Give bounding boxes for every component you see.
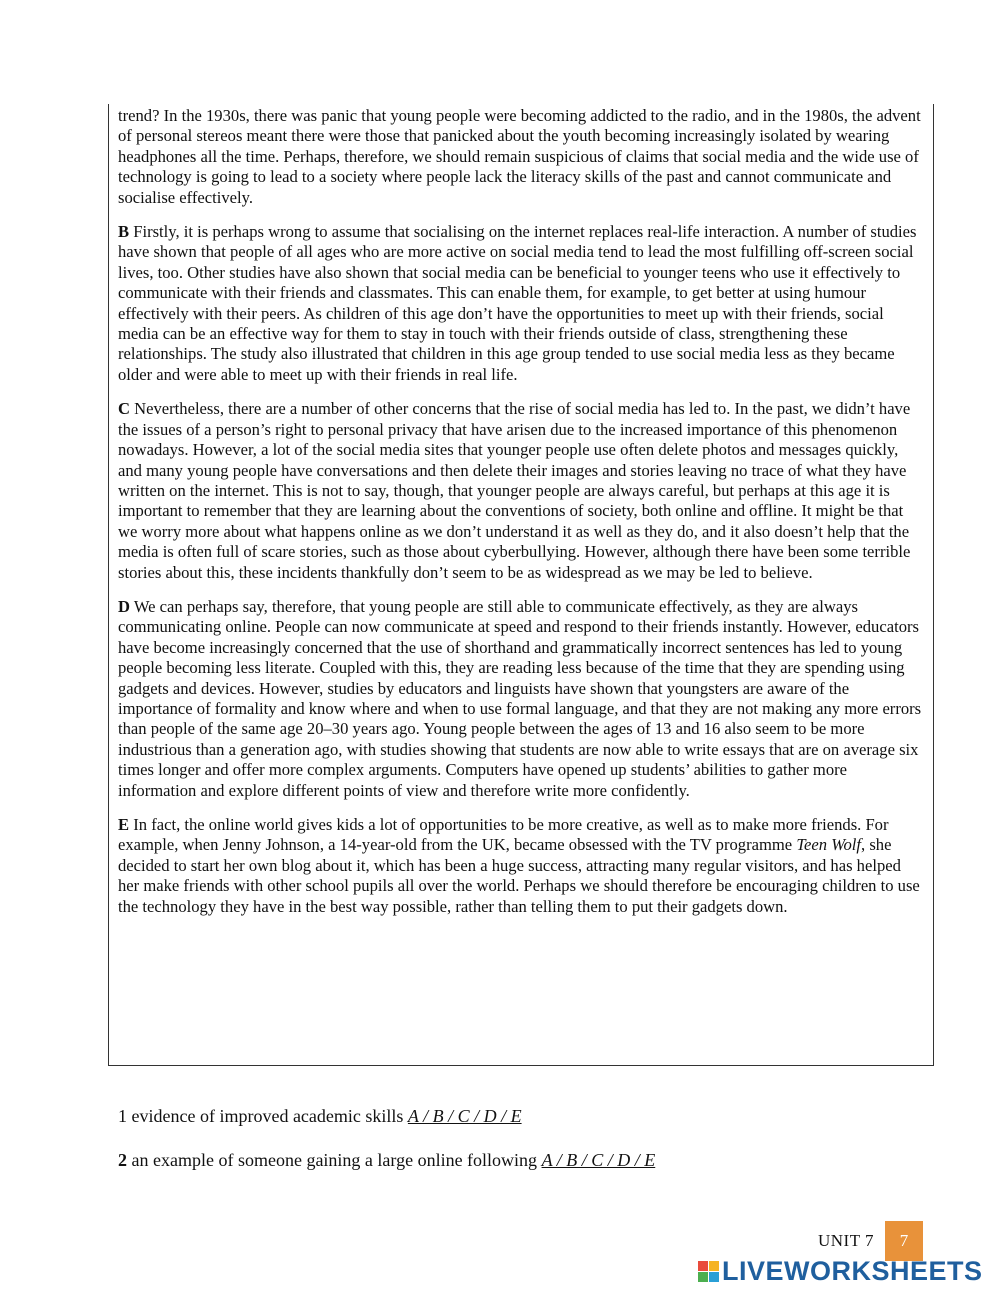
question-2 [118, 1150, 655, 1171]
paragraph-letter-b: B [118, 222, 130, 242]
paragraph-d [118, 597, 923, 801]
paragraph-e-text-1: In fact, the online world gives kids a lot of opportunities to be more creative, as well as to make more friends. For example, when Jenny Johnson, a 14-year-old from the UK, became obsessed with the TV programme [118, 815, 889, 855]
paragraph-e [118, 815, 923, 917]
paragraph-letter-d: D [118, 596, 130, 616]
paragraph-c-text: Nevertheless, there are a number of other concerns that the rise of social media has led to. In the past, we didn’t have the issues of a person’s right to personal privacy that have arisen due to the increased importance of this phenomenon nowadays. However, a lot of the social media sites that younger people use often delete photos and messages quickly, and many young people have conversations and then delete their images and stories leaving no trace of what they have written on the internet. This is not to say, though, that younger people are always careful, but perhaps at this age it is important to remember that they are learning about the conventions of society, both online and offline. It might be that we worry more about what happens online as we don’t understand it as well as they do, and it also doesn’t help that the media is often full of scare stories, such as those about cyberbullying. However, although there have been some terrible stories about this, these incidents thankfully don’t seem to be as widespread as we may be led to believe. [118, 399, 911, 582]
programme-title: Teen Wolf [796, 835, 862, 855]
paragraph-e-text-2: , she decided to start her own blog about it, which has been a huge success, attracting many regular visitors, and has helped her make friends with other school pupils all over the world. Perhaps we should therefore be encouraging children to use the technology they have in the best way possible, rather than telling them to put their gadgets down. [118, 835, 920, 916]
liveworksheets-icon [698, 1261, 719, 1282]
question-2-number: 2 [118, 1150, 127, 1170]
question-2-options[interactable]: A / B / C / D / E [541, 1150, 656, 1170]
question-1-text: evidence of improved academic skills [127, 1106, 408, 1126]
paragraph-letter-e: E [118, 815, 130, 834]
liveworksheets-logo-text: LIVEWORKSHEETS [722, 1255, 983, 1286]
question-1 [118, 1106, 522, 1127]
question-2-text: an example of someone gaining a large online following [127, 1150, 542, 1170]
paragraph-letter-c: C [118, 399, 130, 419]
paragraph-b [118, 222, 923, 385]
question-1-number: 1 [118, 1106, 127, 1126]
paragraph-b-text: Firstly, it is perhaps wrong to assume that socialising on the internet replaces real-life interaction. A number of studies have shown that people of all ages who are more active on social media tend to lead the most fulfilling off-screen social lives, too. Other studies have also shown that social media can be beneficial to younger teens who use it effectively to communicate with their friends and classmates. This can enable them, for example, to get better at using humour effectively with their peers. As children of this age don’t have the opportunities to meet up with their friends, social media can be an effective way for them to stay in touch with their friends outside of class, strengthening these relationships. The study also illustrated that children in this age group tended to use social media less as they became older and were able to meet up with their friends in real life. [118, 222, 917, 384]
page-number: 7 [885, 1221, 923, 1261]
passage-intro: trend? In the 1930s, there was panic that young people were becoming addicted to the radio, and in the 1980s, the advent of personal stereos meant there were those that panicked about the youth becoming increasingly isolated by wearing headphones all the time. Perhaps, therefore, we should remain suspicious of claims that social media and the wide use of technology is going to lead to a society where people lack the literacy skills of the past and cannot communicate and socialise effectively. [118, 106, 921, 207]
paragraph-c [118, 399, 923, 583]
reading-passage [108, 104, 934, 1066]
liveworksheets-logo [698, 1254, 983, 1288]
question-1-options[interactable]: A / B / C / D / E [407, 1106, 522, 1126]
paragraph-d-text: We can perhaps say, therefore, that young people are still able to communicate effectively, as they are always communicating online. People can now communicate at speed and respond to their friends instantly. However, educators have become increasingly concerned that the use of shorthand and grammatically incorrect sentences has led to young people becoming less literate. Coupled with this, they are reading less because of the time that they are spending using gadgets and devices. However, studies by educators and linguists have shown that youngsters are aware of the importance of formality and know where and when to use formal language, and that they are not making any more errors than people of the same age 20–30 years ago. Young people between the ages of 13 and 16 also seem to be more industrious than a generation ago, with studies showing that students are now able to write essays that are on average six times longer and offer more complex arguments. Computers have opened up students’ abilities to gather more information and explore different points of view and therefore write more confidently. [118, 596, 922, 800]
unit-label: UNIT 7 [818, 1231, 875, 1250]
